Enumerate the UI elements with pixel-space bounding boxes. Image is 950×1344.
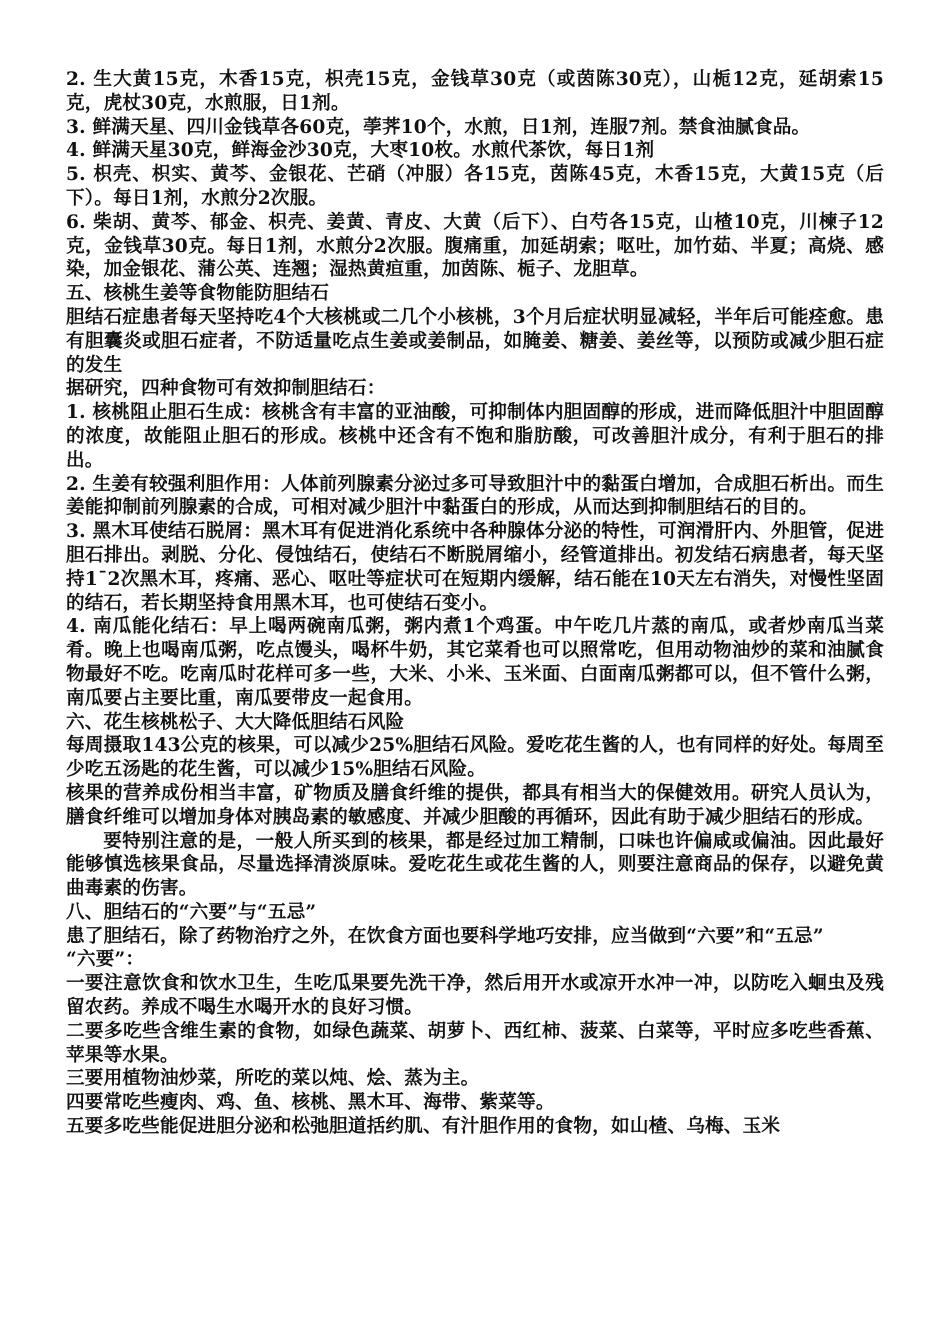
document-body	[66, 68, 884, 1139]
section-heading: 五、核桃生姜等食物能防胆结石	[66, 283, 330, 305]
paragraph: 3. 黑木耳使结石脱屑：黑木耳有促进消化系统中各种腺体分泌的特性，可润滑肝内、外胆管，促进胆石排出。剥脱、分化、侵蚀结石，使结石不断脱屑缩小，经管道排出。初发结石病患者，每天坚持1¯2次黑木耳，疼痛、恶心、呕吐等症状可在短期内缓解，结石能在10天左右消失，对慢性坚固的结石，若长期坚持食用黑木耳，也可使结石变小。	[66, 521, 884, 614]
paragraph: 3. 鲜满天星、四川金钱草各60克，荸荠10个，水煎，日1剂，连服7剂。禁食油腻食品。	[66, 116, 811, 138]
paragraph: 5. 枳壳、枳实、黄芩、金银花、芒硝（冲服）各15克，茵陈45克，木香15克，大黄15克（后下）。每日1剂，水煎分2次服。	[66, 164, 884, 209]
paragraph: 6. 柴胡、黄芩、郁金、枳壳、姜黄、青皮、大黄（后下）、白芍各15克，山楂10克，川楝子12克，金钱草30克。每日1剂，水煎分2次服。腹痛重，加延胡索；呕吐，加竹茹、半夏；高烧、感染，加金银花、蒲公英、连翘；湿热黄疸重，加茵陈、栀子、龙胆草。	[66, 211, 884, 281]
paragraph: 4. 鲜满天星30克，鲜海金沙30克，大枣10枚。水煎代茶饮，每日1剂	[66, 140, 655, 162]
paragraph: 据研究，四种食物可有效抑制胆结石：	[66, 378, 386, 400]
paragraph: 核果的营养成份相当丰富，矿物质及膳食纤维的提供，都具有相当大的保健效用。研究人员认为，膳食纤维可以增加身体对胰岛素的敏感度、并减少胆酸的再循环，因此有助于减少胆结石的形成。	[66, 782, 884, 828]
paragraph: 1. 核桃阻止胆石生成：核桃含有丰富的亚油酸，可抑制体内胆固醇的形成，进而降低胆汁中胆固醇的浓度，故能阻止胆石的形成。核桃中还含有不饱和脂肪酸，可改善胆汁成分，有利于胆石的排出。	[66, 402, 884, 471]
paragraph: 2. 生大黄15克，木香15克，枳壳15克，金钱草30克（或茵陈30克），山栀12克，延胡索15克，虎杖30克，水煎服，日1剂。	[66, 69, 884, 114]
paragraph: 2. 生姜有较强利胆作用：人体前列腺素分泌过多可导致胆汁中的黏蛋白增加，合成胆石析出。而生姜能抑制前列腺素的合成，可相对减少胆汁中黏蛋白的形成，从而达到抑制胆结石的目的。	[66, 473, 884, 519]
paragraph: 胆结石症患者每天坚持吃4个大核桃或二几个小核桃，3个月后症状明显减轻，半年后可能痊愈。患有胆囊炎或胆石症者，不防适量吃点生姜或姜制品，如腌姜、糖姜、姜丝等，以预防或减少胆石症的发生	[66, 306, 884, 376]
paragraph: 一要注意饮食和饮水卫生，生吃瓜果要先洗干净，然后用开水或凉开水冲一冲，以防吃入蛔虫及残留农药。养成不喝生水喝开水的良好习惯。	[66, 973, 884, 1019]
paragraph: 4. 南瓜能化结石：早上喝两碗南瓜粥，粥内煮1个鸡蛋。中午吃几片蒸的南瓜，或者炒南瓜当菜肴。晚上也喝南瓜粥，吃点馒头，喝杯牛奶，其它菜肴也可以照常吃，但用动物油炒的菜和油腻食物最好不吃。吃南瓜时花样可多一些，大米、小米、玉米面、白面南瓜粥都可以，但不管什么粥，南瓜要占主要比重，南瓜要带皮一起食用。	[66, 616, 884, 709]
paragraph: 三要用植物油炒菜，所吃的菜以炖、烩、蒸为主。	[66, 1068, 480, 1090]
paragraph: 五要多吃些能促进胆分泌和松弛胆道括约肌、有汁胆作用的食物，如山楂、乌梅、玉米	[66, 1116, 781, 1138]
paragraph: 二要多吃些含维生素的食物，如绿色蔬菜、胡萝卜、西红柿、菠菜、白菜等，平时应多吃些香蕉、苹果等水果。	[66, 1020, 884, 1066]
paragraph: 每周摄取143公克的核果，可以减少25%胆结石风险。爱吃花生酱的人，也有同样的好处。每周至少吃五汤匙的花生酱，可以减少15%胆结石风险。	[66, 735, 884, 781]
section-heading: 六、花生核桃松子、大大降低胆结石风险	[66, 711, 405, 733]
subheading: “六要”：	[66, 949, 145, 971]
paragraph: 患了胆结石，除了药物治疗之外，在饮食方面也要科学地巧安排，应当做到“六要”和“五忌”	[66, 925, 824, 947]
paragraph: 四要常吃些瘦肉、鸡、鱼、核桃、黑木耳、海带、紫菜等。	[66, 1092, 555, 1114]
paragraph: 要特别注意的是，一般人所买到的核果，都是经过加工精制，口味也许偏咸或偏油。因此最好能够慎选核果食品，尽量选择清淡原味。爱吃花生或花生酱的人，则要注意商品的保存，以避免黄曲毒素的伤害。	[66, 830, 884, 900]
section-heading: 八、胆结石的“六要”与“五忌”	[66, 901, 317, 923]
